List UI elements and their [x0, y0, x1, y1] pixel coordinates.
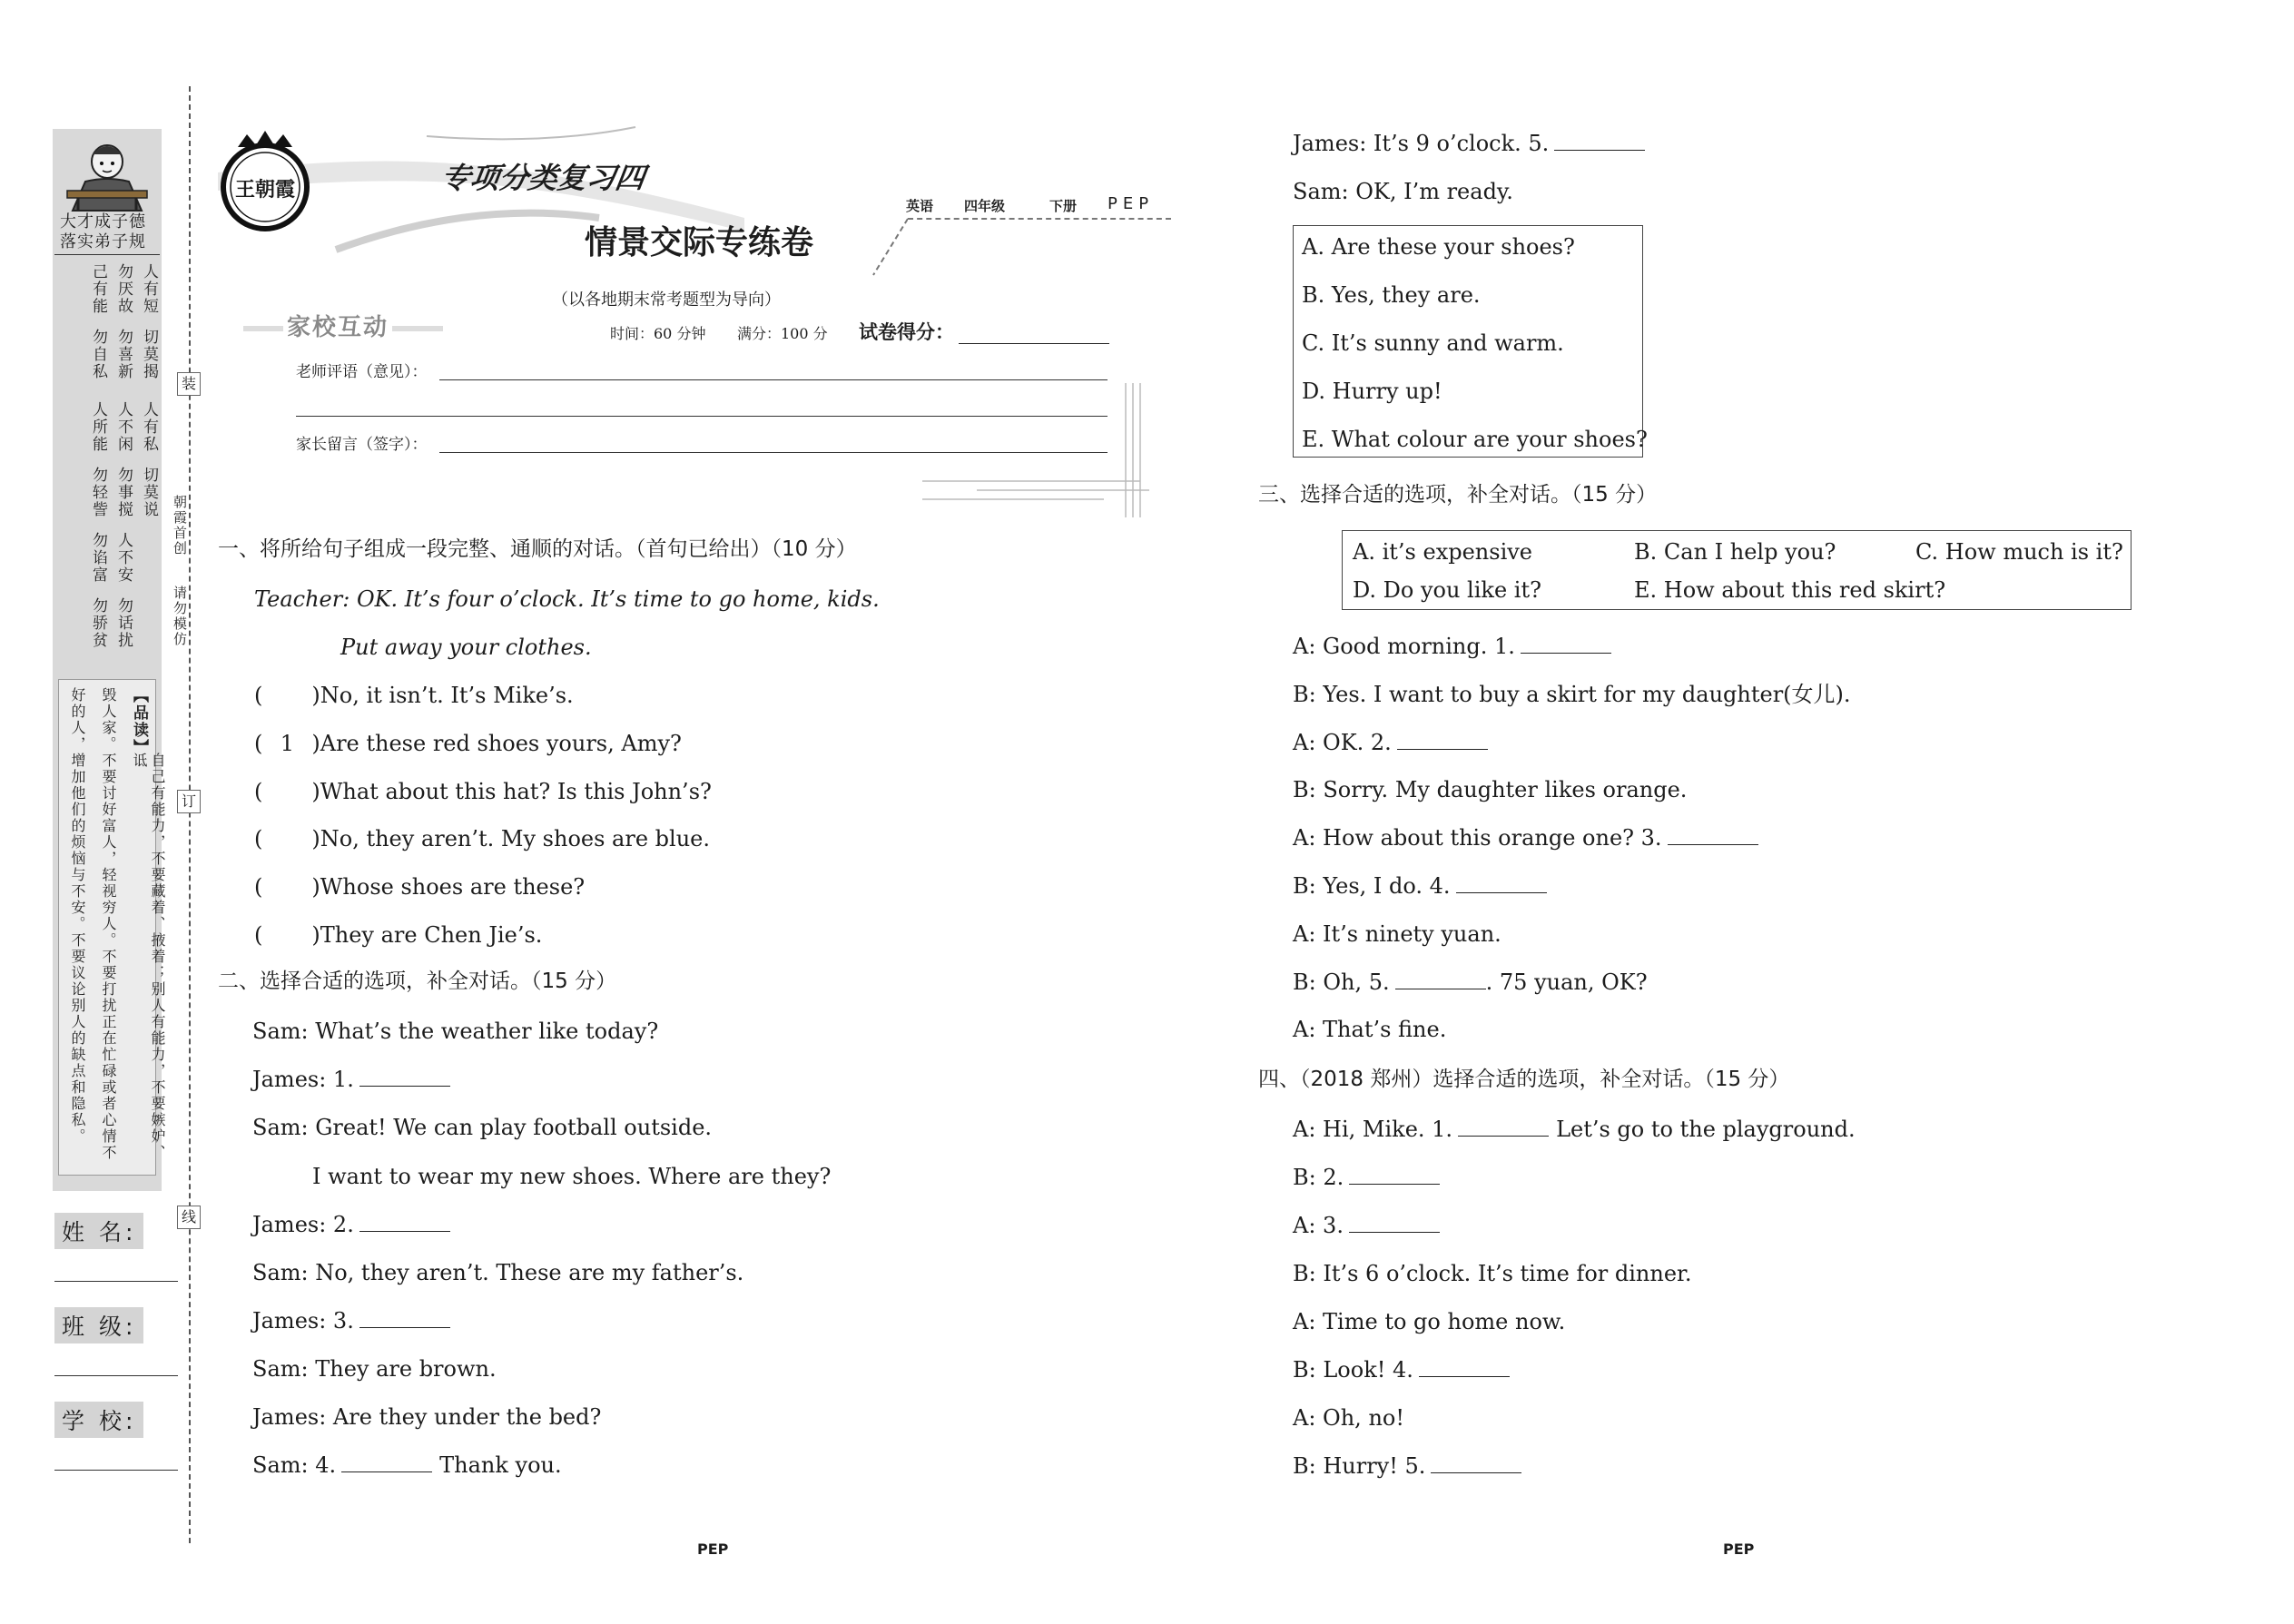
dizigui-col: 勿轻訾	[89, 467, 107, 518]
answer-blank[interactable]	[359, 1326, 450, 1328]
cut-mark: 装	[177, 372, 201, 396]
dialogue-line	[1293, 1263, 1692, 1284]
ordering-item	[254, 924, 542, 946]
dialogue-text: B: Hurry! 5.	[1293, 1453, 1426, 1479]
dialogue-text: B: Sorry. My daughter likes orange.	[1293, 777, 1688, 803]
header-deco-lines	[922, 381, 1158, 517]
dialogue-line	[1293, 1017, 1447, 1043]
class-field[interactable]	[54, 1374, 178, 1376]
school-field[interactable]	[54, 1469, 178, 1471]
meta-connector	[871, 218, 908, 276]
section3-option-b: B. Can I help you?	[1634, 539, 1836, 565]
reading-text-3: 好的人，增加他们的烦恼与不安。不要议论别人的缺点和隐私。	[69, 687, 86, 1145]
dizigui-col: 勿自私	[89, 329, 107, 380]
school-label: 学 校:	[54, 1402, 143, 1438]
dialogue-line	[252, 1406, 601, 1428]
meta-grade: 四年级	[964, 198, 1006, 214]
answer-blank[interactable]	[341, 1471, 432, 1472]
dizigui-col: 切莫说	[140, 467, 158, 518]
sidebar	[0, 0, 195, 1624]
section1-intro-2: Put away your clothes.	[340, 635, 592, 660]
dizigui-grid	[60, 263, 158, 663]
dialogue-text: B: It’s 6 o’clock. It’s time for dinner.	[1293, 1261, 1692, 1286]
answer-blank[interactable]	[1419, 1375, 1510, 1377]
cut-mark: 线	[177, 1206, 201, 1229]
dizigui-col: 人有私	[140, 401, 158, 453]
dialogue-line	[252, 1020, 658, 1042]
dialogue-text: Sam: 4.	[252, 1452, 337, 1478]
dialogue-line	[1293, 1311, 1565, 1333]
reading-text-2: 毁人家。不要讨好富人，轻视穷人。不要打扰正在忙碌或者心情不	[100, 687, 117, 1161]
score-label: 试卷得分：	[859, 321, 954, 343]
answer-blank[interactable]	[1395, 988, 1486, 989]
option-item: E. What colour are your shoes?	[1302, 427, 1648, 452]
section3-title: 三、选择合适的选项，补全对话。（15 分）	[1258, 483, 1658, 507]
dialogue-text: James: 1.	[252, 1067, 354, 1092]
dialogue-line	[1293, 779, 1687, 801]
dialogue-text: B: Oh, 5.	[1293, 969, 1390, 995]
dialogue-text: B: Yes, I do. 4.	[1293, 873, 1451, 899]
footer-left: PEP	[697, 1540, 729, 1558]
dialogue-line	[1293, 681, 1851, 707]
option-item: A. Are these your shoes?	[1302, 234, 1575, 260]
ordering-item	[254, 828, 710, 850]
full-score-label: 满分：100 分	[737, 325, 828, 342]
dizigui-col: 人不安	[114, 532, 133, 584]
dialogue-line	[1293, 920, 1501, 947]
teacher-comment-label: 老师评语（意见）：	[296, 363, 428, 381]
parent-comment-label: 家长留言（签字）：	[296, 436, 428, 454]
answer-blank[interactable]	[1349, 1183, 1440, 1185]
dizigui-col: 勿事搅	[114, 467, 133, 518]
scholar-mascot-icon	[60, 136, 154, 212]
dialogue-line	[312, 1166, 831, 1187]
dizigui-col: 人不闲	[114, 401, 133, 453]
dizigui-col: 勿喜新	[114, 329, 133, 380]
section2-title: 二、选择合适的选项，补全对话。（15 分）	[218, 969, 617, 993]
section3-option-e: E. How about this red skirt?	[1634, 577, 1946, 603]
dizigui-col: 人所能	[89, 401, 107, 453]
dialogue-line	[1293, 729, 1488, 755]
ordering-item	[254, 874, 586, 901]
section3-option-d: D. Do you like it?	[1353, 577, 1541, 603]
paren: (	[254, 874, 263, 901]
section4-title: 四、（2018 郑州）选择合适的选项，补全对话。（15 分）	[1258, 1068, 1790, 1091]
dialogue-line	[1293, 827, 1758, 849]
dialogue-line	[1293, 1407, 1404, 1429]
dialogue-text: Sam: Great! We can play football outside.	[252, 1115, 713, 1140]
brand-logo	[211, 127, 320, 236]
section1-intro-1: Teacher: OK. It’s four o’clock. It’s time to go home, kids.	[254, 586, 880, 612]
score-field[interactable]	[959, 343, 1109, 344]
reading-box	[58, 679, 166, 1176]
ordering-item	[254, 684, 574, 706]
subtitle: （以各地期末常考题型为导向）	[552, 290, 781, 310]
dizigui-col: 己有能	[89, 263, 107, 315]
meta-volume: 下册	[1049, 198, 1078, 214]
dialogue-text: A: Good morning. 1.	[1293, 634, 1515, 659]
paren: (	[254, 683, 263, 708]
motto-line-2: 落实弟子规	[60, 232, 146, 251]
logo-text: 王朝霞	[234, 178, 295, 202]
motto-divider	[54, 254, 160, 255]
ordering-text: )Are these red shoes yours, Amy?	[311, 730, 682, 756]
name-label: 姓 名:	[54, 1213, 143, 1249]
dialogue-text-after: Let’s go to the playground.	[1556, 1117, 1856, 1142]
dialogue-line	[252, 1068, 450, 1090]
dizigui-col: 切莫揭	[140, 329, 158, 380]
dizigui-col: 勿谄富	[89, 532, 107, 584]
section1-title: 一、将所给句子组成一段完整、通顺的对话。（首句已给出）（10 分）	[218, 537, 857, 561]
dizigui-col: 勿骄贫	[89, 597, 107, 649]
dialogue-text: A: That’s fine.	[1293, 1017, 1447, 1043]
meta-arrows	[908, 218, 1171, 220]
dialogue-line	[1293, 1166, 1440, 1188]
dialogue-line	[1293, 875, 1547, 897]
dialogue-text: A: 3.	[1293, 1213, 1344, 1238]
dialogue-text: A: Oh, no!	[1293, 1405, 1404, 1431]
paren: (	[254, 778, 263, 804]
dizigui-col: 勿话扰	[114, 597, 133, 649]
time-label: 时间：60 分钟	[610, 325, 706, 342]
dialogue-line	[252, 1117, 712, 1138]
option-item: D. Hurry up!	[1302, 379, 1442, 404]
dialogue-line	[252, 1358, 497, 1380]
motto-line-1: 大才成子德	[60, 212, 146, 231]
dialogue-line	[1293, 971, 1648, 993]
answer-blank[interactable]	[1554, 149, 1645, 151]
footer-right: PEP	[1723, 1540, 1755, 1558]
section3-option-c: C. How much is it?	[1915, 539, 2123, 565]
home-school-label: 家校互动	[283, 316, 392, 340]
dialogue-text: B: Look! 4.	[1293, 1357, 1413, 1383]
section3-option-a: A. it’s expensive	[1353, 539, 1532, 565]
dialogue-line	[1293, 1359, 1510, 1381]
class-label: 班 级:	[54, 1307, 143, 1343]
dialogue-line	[1293, 133, 1645, 154]
teacher-comment-field[interactable]	[439, 379, 1108, 380]
dialogue-text: James: 2.	[252, 1212, 354, 1237]
dialogue-text-after: Thank you.	[439, 1452, 562, 1478]
series-title: 专项分类复习四	[438, 161, 647, 195]
dialogue-text: Sam: No, they aren’t. These are my father’s.	[252, 1260, 744, 1285]
dialogue-text: B: 2.	[1293, 1165, 1344, 1190]
dialogue-line	[252, 1454, 562, 1476]
dialogue-text: A: How about this orange one? 3.	[1293, 825, 1662, 851]
option-item: C. It’s sunny and warm.	[1302, 330, 1564, 356]
ordering-item	[254, 778, 712, 804]
dialogue-line	[252, 1310, 450, 1332]
paren: (	[254, 730, 263, 756]
dialogue-text: I want to wear my new shoes. Where are they?	[312, 1164, 832, 1189]
paren: (	[254, 826, 263, 852]
dialogue-text: James: Are they under the bed?	[252, 1404, 602, 1430]
binding-line	[189, 86, 191, 1543]
order-number-field[interactable]: 1	[280, 730, 295, 756]
meta-edition: PEP	[1108, 194, 1155, 213]
answer-blank[interactable]	[359, 1230, 450, 1232]
dialogue-line	[1293, 1215, 1440, 1236]
dialogue-line	[252, 1262, 743, 1284]
answer-blank[interactable]	[1456, 891, 1547, 893]
dialogue-line	[1293, 635, 1611, 657]
ordering-text: )Whose shoes are these?	[311, 874, 586, 901]
ordering-text: )What about this hat? Is this John’s?	[311, 778, 712, 804]
main-title: 情景交际专练卷	[585, 224, 814, 261]
answer-blank[interactable]	[1458, 1135, 1549, 1137]
reading-title: 【品读】	[130, 687, 148, 756]
margin-note-1: 朝霞首创	[172, 495, 188, 556]
ordering-item	[254, 730, 682, 756]
dizigui-col: 人有短	[140, 263, 158, 315]
cut-mark: 订	[177, 790, 201, 813]
paren: (	[254, 922, 263, 948]
answer-blank[interactable]	[359, 1085, 450, 1087]
answer-blank[interactable]	[1349, 1231, 1440, 1233]
dialogue-text: James: 3.	[252, 1308, 354, 1334]
dialogue-text: A: It’s ninety yuan.	[1293, 920, 1501, 947]
answer-blank[interactable]	[1431, 1471, 1521, 1473]
home-school-banner	[243, 312, 443, 345]
dialogue-text: Sam: OK, I’m ready.	[1293, 179, 1513, 204]
ordering-text: )No, they aren’t. My shoes are blue.	[311, 826, 710, 852]
option-item: B. Yes, they are.	[1302, 282, 1481, 308]
dialogue-text-after: . 75 yuan, OK?	[1485, 969, 1648, 995]
dialogue-text: A: Hi, Mike. 1.	[1293, 1117, 1453, 1142]
ordering-text: )They are Chen Jie’s.	[311, 922, 543, 948]
answer-blank[interactable]	[1521, 652, 1611, 654]
answer-blank[interactable]	[1668, 843, 1758, 845]
dialogue-text: A: OK. 2.	[1293, 729, 1392, 755]
ordering-text: )No, it isn’t. It’s Mike’s.	[311, 683, 574, 708]
dialogue-text: James: It’s 9 o’clock. 5.	[1293, 131, 1550, 156]
dialogue-line	[1293, 181, 1513, 202]
margin-note-2: 请勿模仿	[172, 586, 188, 647]
dialogue-text: Sam: They are brown.	[252, 1356, 497, 1382]
answer-blank[interactable]	[1397, 748, 1488, 750]
dialogue-line	[252, 1214, 450, 1235]
dialogue-text: Sam: What’s the weather like today?	[252, 1019, 659, 1044]
dialogue-text: B: Yes. I want to buy a skirt for my daughter(女儿).	[1293, 681, 1851, 707]
reading-text-1: 自己有能力，不要藏着、掖着；别人有能力，不要嫉妒、诋	[131, 753, 166, 1161]
dialogue-line	[1293, 1455, 1521, 1477]
dialogue-text: A: Time to go home now.	[1293, 1309, 1566, 1334]
meta-subject: 英语	[906, 198, 934, 214]
dizigui-col: 勿厌故	[114, 263, 133, 315]
dialogue-line	[1293, 1118, 1856, 1140]
name-field[interactable]	[54, 1280, 178, 1282]
